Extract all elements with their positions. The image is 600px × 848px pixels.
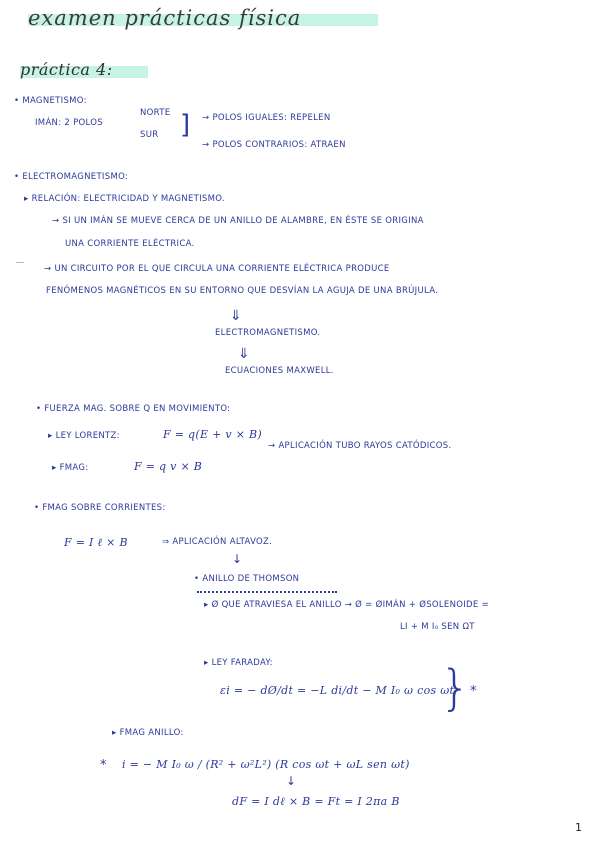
thomson-underline	[197, 586, 337, 593]
line-2b: FENÓMENOS MAGNÉTICOS EN SU ENTORNO QUE DESVÍAN LA AGUJA DE UNA BRÚJULA.	[46, 286, 439, 296]
heading-magnetismo: • MAGNETISMO:	[14, 96, 87, 106]
brace-faraday: }	[440, 660, 471, 716]
aplicacion-altavoz: ⇒ APLICACIÓN ALTAVOZ.	[162, 537, 273, 547]
corrientes-equation: F = I ℓ × B	[64, 536, 128, 549]
down-arrow-4: ↓	[286, 774, 297, 788]
maxwell-label: ECUACIONES MAXWELL.	[225, 366, 334, 376]
line-2: → UN CIRCUITO POR EL QUE CIRCULA UNA CORRIENTE ELÉCTRICA PRODUCE	[44, 264, 390, 274]
down-arrow-1: ⇓	[230, 308, 243, 324]
lorentz-equation: F = q(E + v × B)	[163, 428, 263, 441]
down-arrow-3: ↓	[232, 552, 243, 566]
page-title: examen prácticas física	[28, 6, 302, 30]
heading-corrientes: • FMAG SOBRE CORRIENTES:	[34, 503, 166, 513]
force-equation: dF = I dℓ × B = Ft = I 2πa B	[232, 795, 400, 808]
polos-iguales: → POLOS IGUALES: REPELEN	[202, 113, 331, 123]
fmag-equation: F = q v × B	[134, 460, 203, 473]
down-arrow-2: ⇓	[238, 346, 251, 362]
flujo-line: ▸ Ø QUE ATRAVIESA EL ANILLO → Ø = ØIMÁN + ØSOLENOIDE =	[204, 600, 489, 610]
polo-norte: NORTE	[140, 108, 171, 118]
line-1: → SI UN IMÁN SE MUEVE CERCA DE UN ANILLO DE ALAMBRE, EN ÉSTE SE ORIGINA	[52, 216, 424, 226]
page-number: 1	[575, 821, 582, 834]
fmag-label: ▸ FMAG:	[52, 463, 88, 473]
anillo-thomson: • ANILLO DE THOMSON	[194, 574, 299, 584]
star-mark-2: *	[100, 758, 107, 773]
electromagnetismo-label: ELECTROMAGNETISMO.	[215, 328, 321, 338]
heading-electromagnetismo: • ELECTROMAGNETISMO:	[14, 172, 128, 182]
polos-contrarios: → POLOS CONTRARIOS: ATRAEN	[202, 140, 346, 150]
star-mark-1: *	[470, 684, 477, 699]
line-1b: UNA CORRIENTE ELÉCTRICA.	[65, 239, 195, 249]
lorentz-label: ▸ LEY LORENTZ:	[48, 431, 120, 441]
aplicacion-tubo: → APLICACIÓN TUBO RAYOS CATÓDICOS.	[268, 441, 451, 451]
margin-mark	[16, 262, 24, 263]
iman-polos: IMÁN: 2 POLOS	[35, 118, 103, 128]
polo-sur: SUR	[140, 130, 159, 140]
faraday-label: ▸ LEY FARADAY:	[204, 658, 273, 668]
relacion: ▸ RELACIÓN: ELECTRICIDAD Y MAGNETISMO.	[24, 194, 225, 204]
heading-fuerza: • FUERZA MAG. SOBRE Q EN MOVIMIENTO:	[36, 404, 230, 414]
flujo-line-2: LI + M I₀ SEN ΩT	[400, 622, 475, 632]
brace-right: ]	[180, 110, 191, 140]
faraday-equation: εi = − dØ/dt = −L di/dt − M I₀ ω cos ωt	[220, 684, 455, 697]
fmag-anillo-label: ▸ FMAG ANILLO:	[112, 728, 184, 738]
current-equation: i = − M I₀ ω / (R² + ω²L²) (R cos ωt + ωL sen ωt)	[122, 758, 410, 771]
page-subtitle: práctica 4:	[20, 60, 113, 79]
